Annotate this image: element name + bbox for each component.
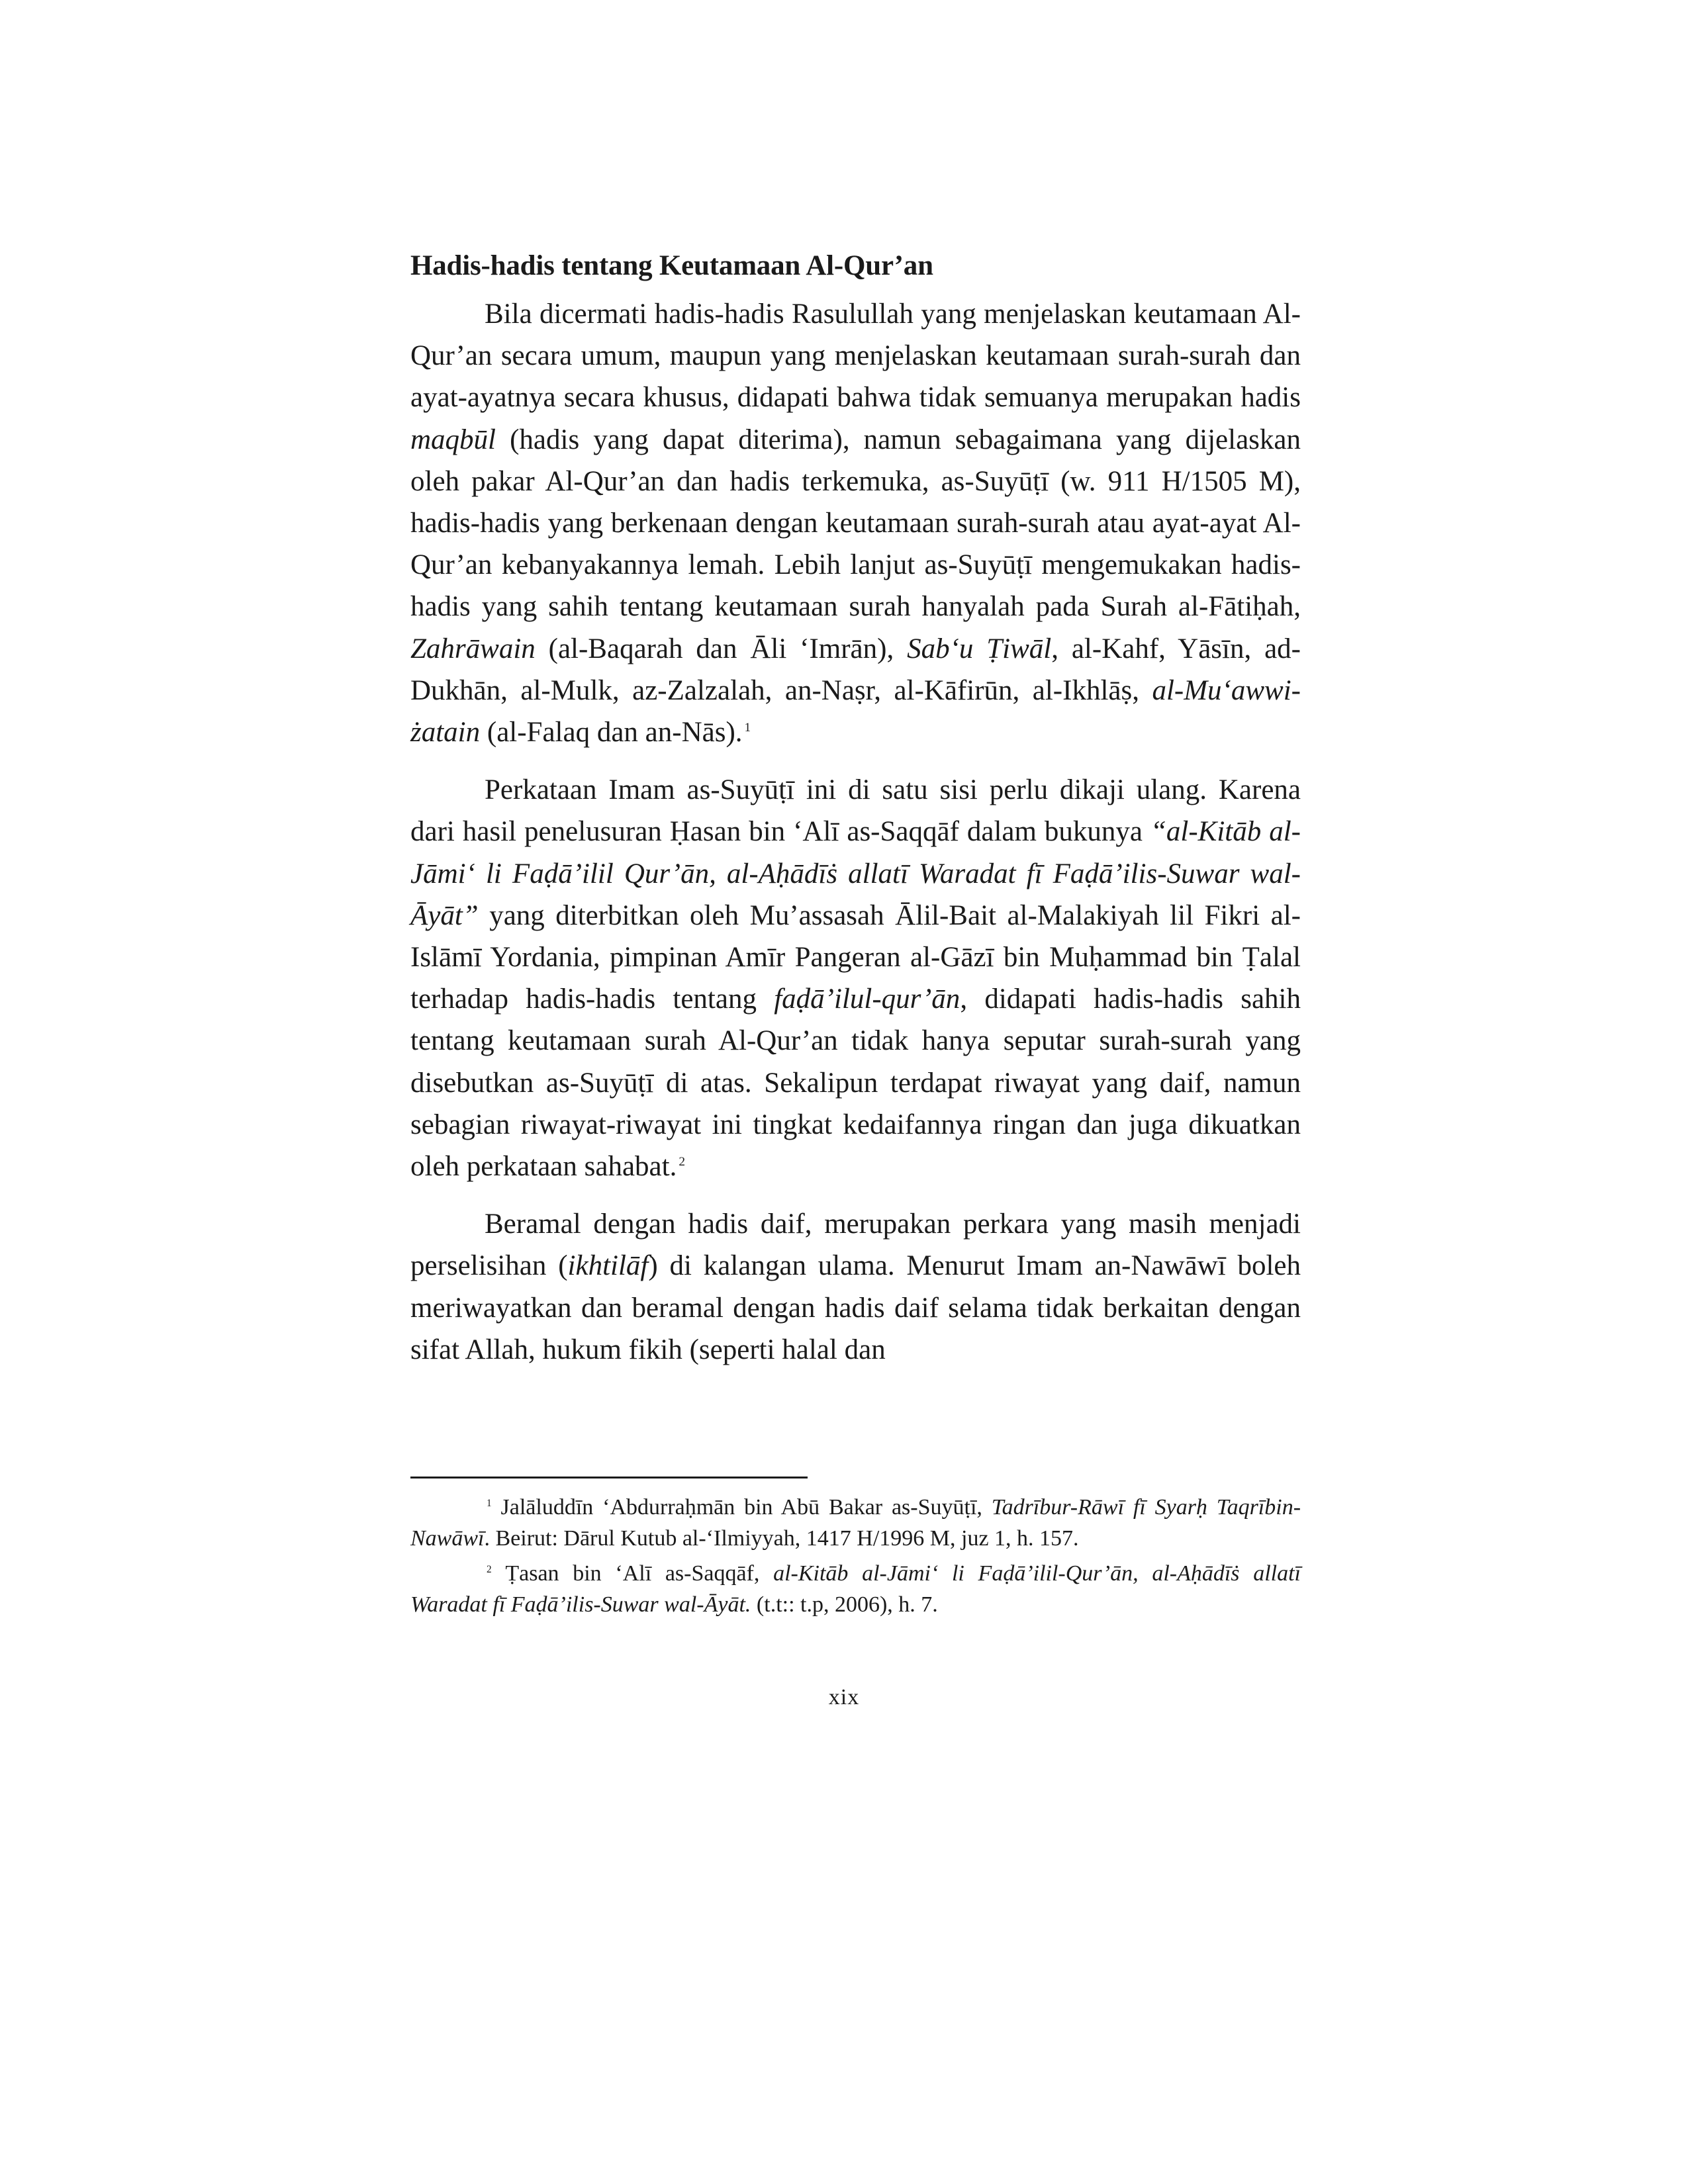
footnote-2 bbox=[410, 1558, 1301, 1620]
footnote-1-title: Tadrībur-Rāwī fī Syarḥ Taqrībin-Nawāwī bbox=[410, 1495, 1301, 1551]
footnote-1-number: 1 bbox=[487, 1497, 492, 1509]
footnote-divider bbox=[410, 1477, 808, 1479]
footnote-1-text-2: . Beirut: Dārul Kutub al-‘Ilmiyyah, 1417 H/1996 M, juz 1, h. 157. bbox=[484, 1526, 1079, 1551]
paragraph-1-text-3: (al-Baqarah dan Āli ‘Imrān), bbox=[535, 633, 908, 664]
paragraph-1-term-sabu-tiwal: Sab‘u Ṭiwāl bbox=[907, 633, 1052, 664]
paragraph-1-term-zahrawain: Zahrāwain bbox=[410, 633, 536, 664]
footnote-2-text-2: (t.t:: t.p, 2006), h. 7. bbox=[751, 1592, 938, 1617]
paragraph-2-term-fadailul-quran: faḍā’ilul-qur’ān bbox=[774, 983, 961, 1015]
paragraph-2-text-1: Perkataan Imam as-Suyūṭī ini di satu sisi perlu dikaji ulang. Karena dari hasil penelusuran Ḥasan bin ‘Alī as-Saqqāf dalam bukunya bbox=[410, 774, 1301, 848]
paragraph-1 bbox=[410, 293, 1301, 753]
page-body bbox=[410, 245, 1301, 1387]
footnote-2-text-1: Ṭasan bin ‘Alī as-Saqqāf, bbox=[505, 1561, 774, 1586]
footnote-1 bbox=[410, 1492, 1301, 1554]
footnote-2-title: al-Kitāb al-Jāmi‘ li Faḍā’ilil-Qur’ān, al-Aḥādīṡ allatī Waradat fī Faḍā’ilis-Suwar wal-Āyāt. bbox=[410, 1561, 1301, 1617]
page-number: xix bbox=[828, 1685, 860, 1709]
paragraph-3-text-1: Beramal dengan hadis daif, merupakan perkara yang masih menjadi perselisihan ( bbox=[410, 1208, 1301, 1282]
paragraph-2 bbox=[410, 769, 1301, 1187]
footnote-2-number: 2 bbox=[487, 1563, 492, 1575]
paragraph-3 bbox=[410, 1203, 1301, 1371]
footnotes bbox=[410, 1492, 1301, 1624]
paragraph-1-term-maqbul: maqbūl bbox=[410, 424, 496, 455]
paragraph-1-text-2: (hadis yang dapat diterima), namun sebagaimana yang dijelaskan oleh pakar Al-Qur’an dan hadis terkemuka, as-Suyūṭī (w. 911 H/1505 M), hadis-hadis yang berkenaan dengan keutamaan surah-surah atau ayat-ayat Al-Qur’an kebanyakannya lemah. Lebih lanjut as-Suyūṭī mengemukakan hadis-hadis yang sahih tentang keutamaan surah hanyalah pada Surah al-Fātiḥah, bbox=[410, 424, 1301, 623]
footnote-ref-2[interactable]: 2 bbox=[679, 1154, 685, 1169]
paragraph-1-text-4: , al-Kahf, Yāsīn, ad-Dukhān, al-Mulk, az-Zalzalah, an-Naṣr, al-Kāfirūn, al-Ikhlāṣ, bbox=[410, 633, 1301, 706]
section-heading: Hadis-hadis tentang Keutamaan Al-Qur’an bbox=[410, 250, 933, 281]
paragraph-2-book-title: “al-Kitāb al-Jāmi‘ li Faḍā’ilil Qur’ān, al-Aḥādīṡ allatī Waradat fī Faḍā’ilis-Suwar wal-Āyāt” bbox=[410, 816, 1301, 931]
paragraph-2-text-2: yang diterbitkan oleh Mu’assasah Ālil-Bait al-Malakiyah lil Fikri al-Islāmī Yordania, pimpinan Amīr Pangeran al-Gāzī bin Muḥammad bin Ṭalal terhadap hadis-hadis tentang bbox=[410, 899, 1301, 1015]
paragraph-1-text-5: (al-Falaq dan an-Nās). bbox=[480, 717, 743, 749]
paragraph-3-text-2: ) di kalangan ulama. Menurut Imam an-Nawāwī boleh meriwayatkan dan beramal dengan hadis daif selama tidak berkaitan dengan sifat Allah, hukum fikih (seperti halal dan bbox=[410, 1250, 1301, 1365]
footnote-ref-1[interactable]: 1 bbox=[744, 720, 751, 735]
footnote-1-text-1: Jalāluddīn ‘Abdurraḥmān bin Abū Bakar as-Suyūṭī, bbox=[500, 1495, 992, 1520]
paragraph-1-term-muawwizatain: al-Mu‘awwiżatain bbox=[410, 674, 1301, 749]
paragraph-1-text-1: Bila dicermati hadis-hadis Rasulullah yang menjelaskan keutamaan Al-Qur’an secara umum, maupun yang menjelaskan keutamaan surah-surah dan ayat-ayatnya secara khusus, didapati bahwa tidak semuanya merupakan hadis bbox=[410, 298, 1301, 414]
paragraph-3-term-ikhtilaf: ikhtilāf bbox=[567, 1250, 649, 1282]
paragraph-2-text-3: , didapati hadis-hadis sahih tentang keutamaan surah Al-Qur’an tidak hanya seputar surah-surah yang disebutkan as-Suyūṭī di atas. Sekalipun terdapat riwayat yang daif, namun sebagian riwayat-riwayat ini tingkat kedaifannya ringan dan juga dikuatkan oleh perkataan sahabat. bbox=[410, 983, 1301, 1183]
